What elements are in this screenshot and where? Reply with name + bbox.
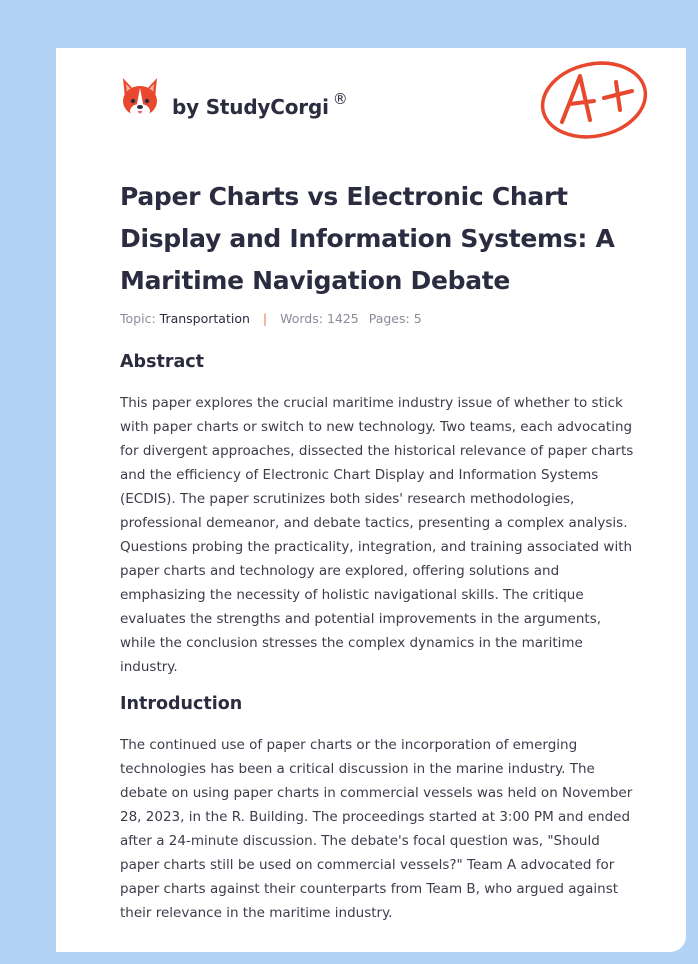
words-value: 1425 [326, 311, 359, 326]
document-card [56, 48, 686, 952]
topic-link[interactable]: Transportation [159, 311, 250, 326]
pages-label: Pages: [368, 311, 410, 326]
introduction-paragraph: The continued use of paper charts or the incorporation of emerging technologies has been a critical discussion in the marine industry. The debate on using paper charts in commercial vessels was held on November 28, 2023, in the R. Building. The proceedings started at 3:00 PM and ended after a 24-minute discussion. The debate's focal question was, "Should paper charts still be used on commercial vessels?" Team A advocated for paper charts against their counterparts from Team B, who argued against their relevance in the maritime industry. [120, 737, 633, 921]
document-meta [120, 311, 422, 326]
pages-value: 5 [413, 311, 422, 326]
abstract-paragraph: This paper explores the crucial maritime industry issue of whether to stick with paper charts or switch to new technology. Two teams, each advocating for divergent approaches, dissected the historical relevance of paper charts and the efficiency of Electronic Chart Display and Information Systems (ECDIS). The paper scrutinizes both sides' research methodologies, professional demeanor, and debate tactics, presenting a complex analysis. Questions probing the practicality, integration, and training associated with paper charts and technology are explored, offering solutions and emphasizing the necessity of holistic navigational skills. The critique evaluates the strengths and potential improvements in the arguments, while the conclusion stresses the complex dynamics in the maritime industry. [120, 395, 634, 675]
meta-separator: | [262, 311, 268, 326]
introduction-heading: Introduction [120, 694, 243, 714]
document-title: Paper Charts vs Electronic Chart Display and Information Systems: A Maritime Navigation Debate [120, 182, 615, 295]
a-plus-grade-icon [538, 58, 650, 142]
topic-label: Topic: [120, 311, 156, 326]
abstract-heading: Abstract [120, 352, 205, 372]
corgi-logo-icon [120, 76, 160, 120]
words-label: Words: [280, 311, 323, 326]
brand-logo[interactable] [120, 76, 348, 120]
registered-mark: ® [332, 90, 348, 108]
brand-name: by StudyCorgi ® [172, 90, 348, 119]
